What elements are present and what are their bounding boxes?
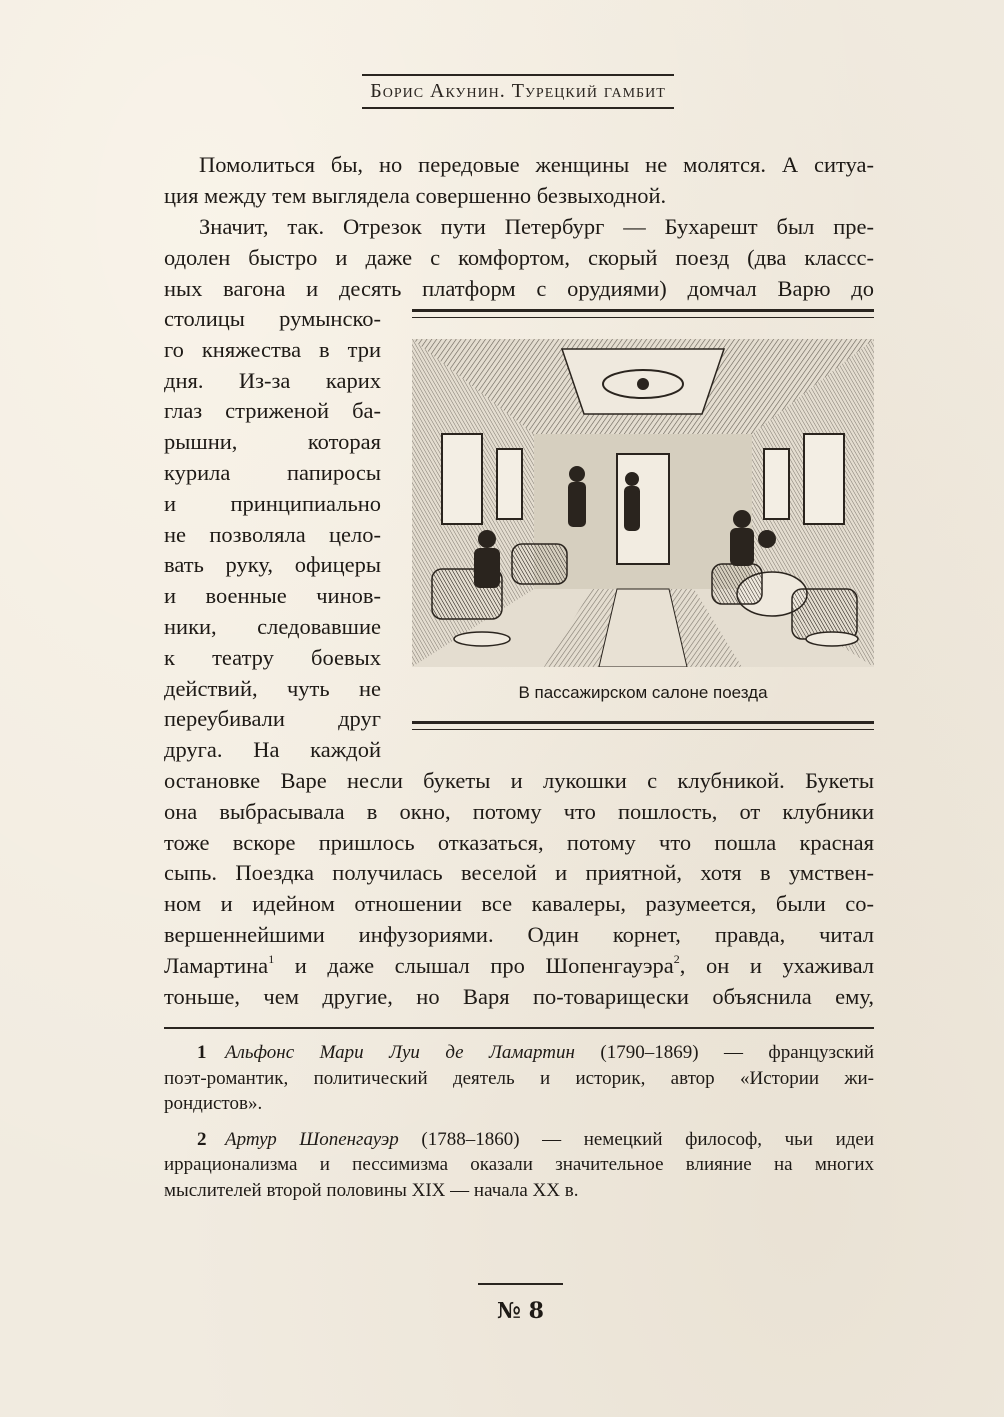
footnote-ref-1[interactable]: 1 [268,951,275,966]
page-number-rule [478,1283,563,1285]
figure-top-rule [412,309,874,318]
paragraph-2-narrow [164,304,381,766]
footnotes [164,1040,874,1213]
footnote-name: Артур Шопенгауэр [225,1128,399,1150]
text-line: курила папиросы [164,459,381,485]
text-line: ном и идейном отношении все кавалеры, разумеется, были со- [164,891,874,917]
running-header [362,74,674,109]
footnote-rule [164,1027,874,1029]
footnote-ref-2[interactable]: 2 [673,951,680,966]
paragraph-2-top [164,212,874,304]
footnote-1 [164,1040,874,1117]
footnote-name: Альфонс Мари Луи де Ламартин [225,1042,575,1063]
text-line: остановке Варе несли букеты и лукошки с клубникой. Букеты [164,768,874,793]
footnote-text: (1788–1860) — немецкий философ, чьи идеи [398,1128,875,1150]
text-line: ники, следовавшие [164,613,381,639]
text-line: и принципиально [164,490,381,516]
text-line: друга. На каждой [164,737,381,763]
running-header-title: Борис Акунин. Турецкий гамбит [370,80,666,102]
text-line: к театру боевых [164,644,381,670]
text-line: она выбрасывала в окно, потому что пошлость, от клубники [164,798,874,824]
text-line: ных вагона и десять платформ с орудиями) домчал Варю до [164,275,874,301]
text-line: вать руку, офицеры [164,552,381,578]
paragraph-2-rest [164,766,874,1012]
text-line: одолен быстро и даже с комфортом, скорый поезд (два классс- [164,244,874,270]
text-line: тоже вскоре пришлось отказаться, потому что пошла красная [164,829,874,855]
figure-bottom-rule [412,721,874,730]
footnote-number: 2 [197,1128,207,1150]
text-line: переубивали друг [164,706,381,732]
footnote-text: поэт-романтик, политический деятель и историк, автор «Истории жи- [164,1067,874,1089]
text-line: сыпь. Поездка получилась веселой и приятной, хотя в умствен- [164,860,874,886]
figure [412,309,874,730]
text-line: го княжества в три [164,336,381,362]
text-fragment: Ламартина [164,952,269,978]
figure-caption: В пассажирском салоне поезда [518,683,768,702]
text-line: дня. Из-за карих [164,367,381,393]
text-line: и военные чинов- [164,583,381,609]
text-line: ция между тем выглядела совершенно безвыходной. [164,182,667,208]
text-line: не позволяла цело- [164,521,381,547]
footnote-text: иррационализма и пессимизма оказали значительное влияние на многих [164,1154,874,1175]
text-line: вершеннейшими инфузориями. Один корнет, правда, читал [164,921,874,947]
footnote-number: 1 [197,1042,207,1063]
text-line: Значит, так. Отрезок пути Петербург — Бухарешт был пре- [199,214,874,239]
text-fragment: , он и ухаживал [679,952,874,978]
paragraph-1 [164,150,874,212]
footnote-text: (1790–1869) — французский [574,1042,874,1063]
text-line: глаз стриженой ба- [164,398,381,424]
footnote-text: мыслителей второй половины XIX — начала XX в. [164,1179,579,1201]
text-line: столицы румынско- [164,306,381,331]
footnote-2 [164,1127,874,1204]
footnote-text: рондистов». [164,1093,263,1114]
text-line-footnote-refs [164,951,874,982]
train-salon-engraving [412,339,874,667]
text-fragment: и даже слышал про Шопенгауэра [274,952,674,978]
text-line: действий, чуть не [164,675,381,701]
text-line: тоньше, чем другие, но Варя по-товарищески объяснила ему, [164,983,874,1009]
text-line: Помолиться бы, но передовые женщины не молятся. А ситуа- [199,152,874,177]
page-number: № 8 [497,1298,544,1324]
text-line: рышни, которая [164,429,381,455]
